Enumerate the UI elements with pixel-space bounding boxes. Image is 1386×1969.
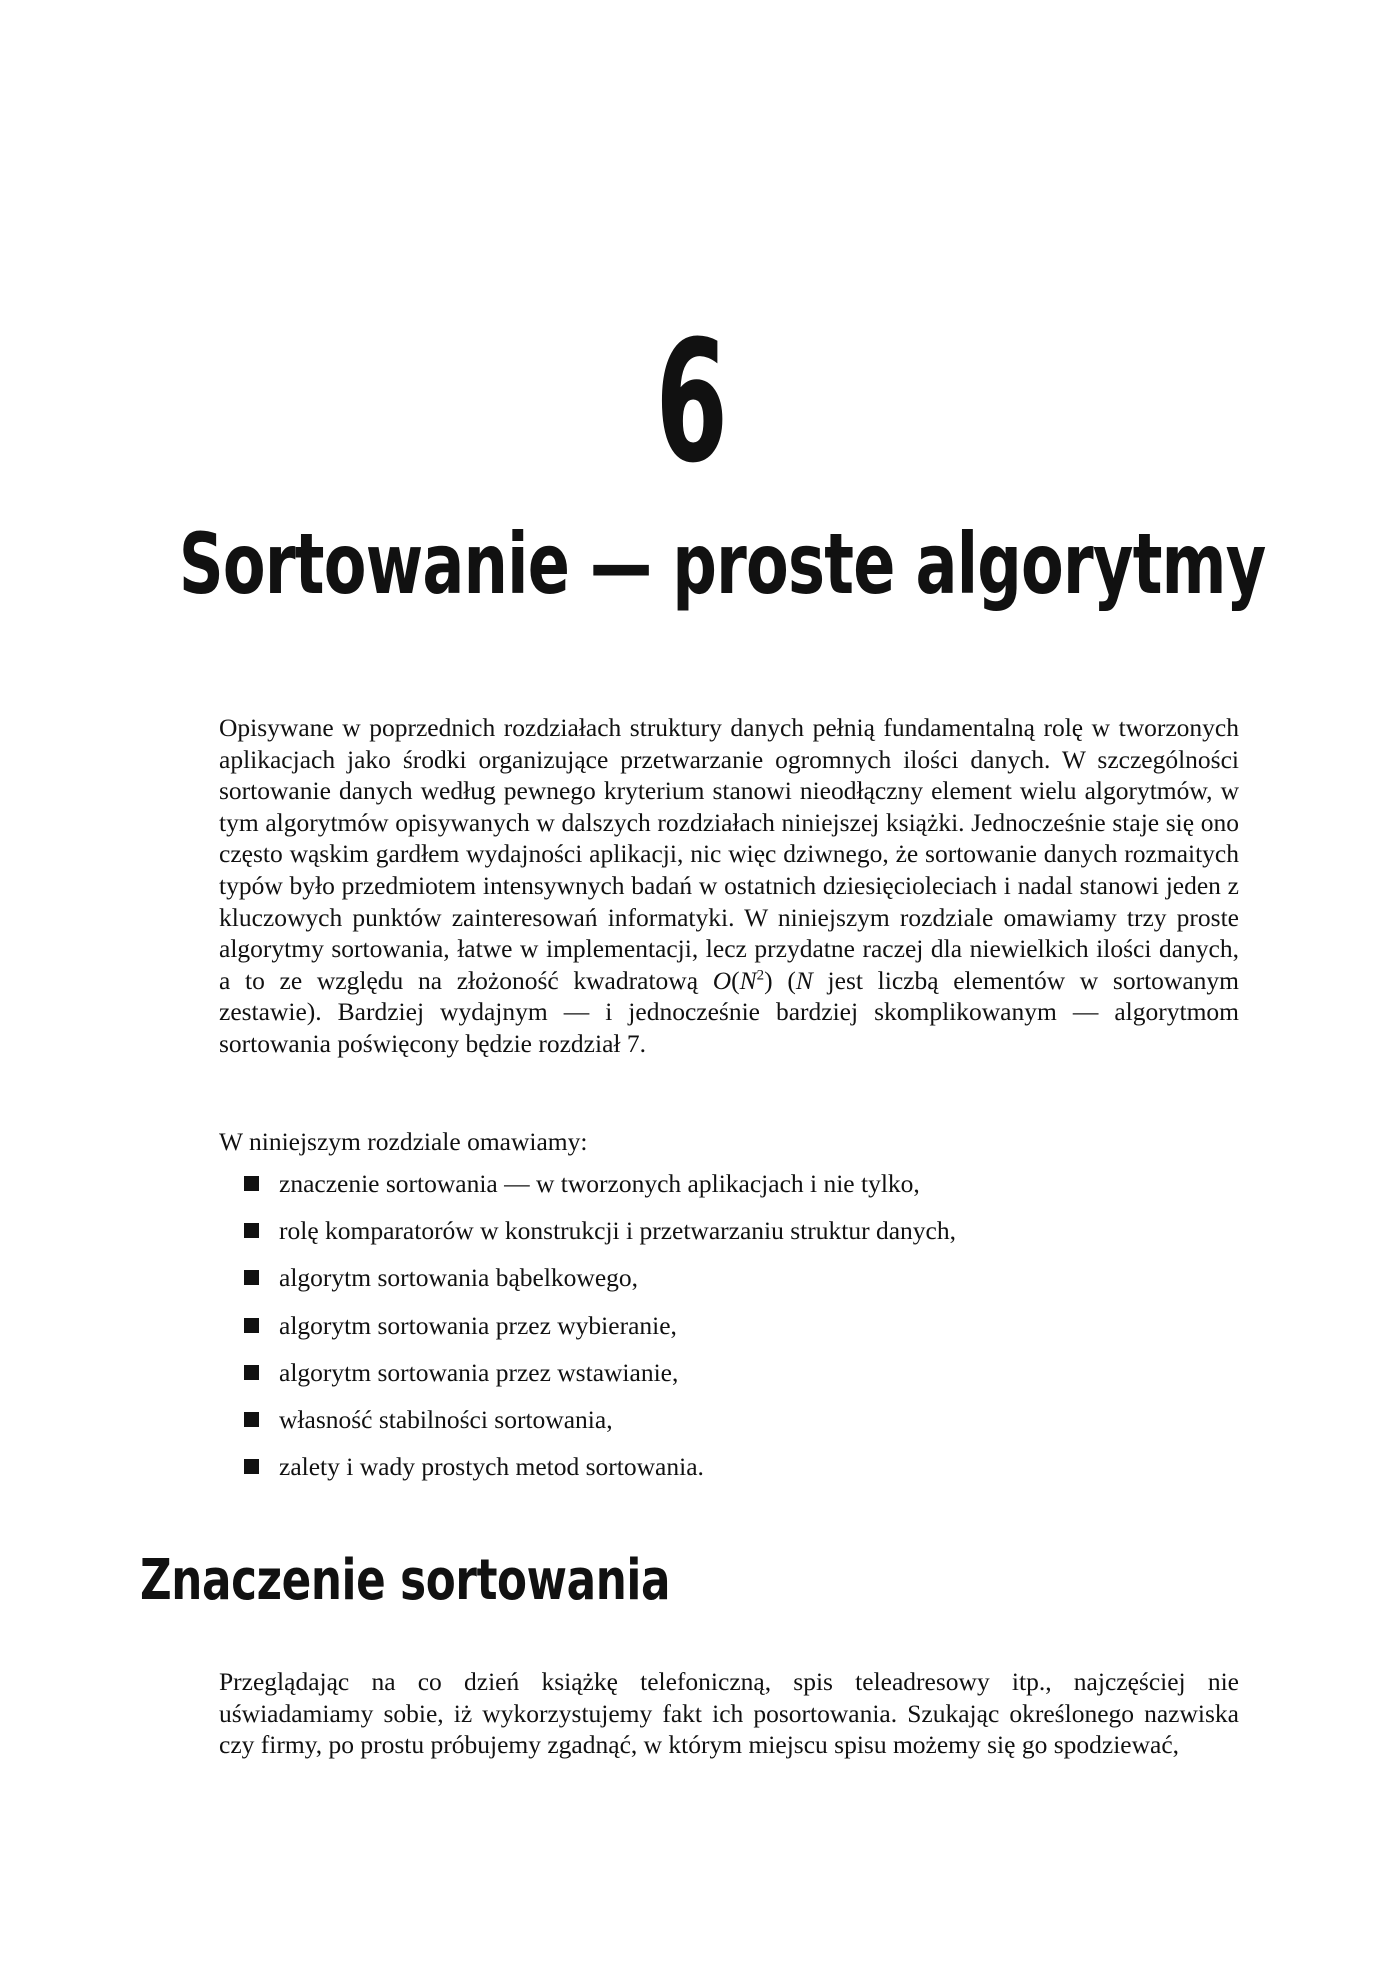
list-item [244, 1451, 956, 1498]
section-heading: Znaczenie sortowania [140, 1548, 671, 1613]
formula-close-paren: ) ( [764, 965, 796, 995]
list-item [244, 1357, 956, 1404]
list-item-text: zalety i wady prostych metod sortowania. [279, 1452, 704, 1482]
list-item-text: algorytm sortowania przez wstawianie, [279, 1357, 679, 1387]
section-paragraph: Przeglądając na co dzień książkę telefoniczną, spis teleadresowy itp., najczęściej nie uświadamiamy sobie, iż wykorzystujemy fakt ich posortowania. Szukając określonego nazwiska czy firmy, po prostu próbujemy zgadnąć, w którym miejscu spisu możemy się go spodziewać, [219, 1667, 1239, 1760]
square-bullet-icon [244, 1459, 259, 1474]
topics-lead: W niniejszym rozdziale omawiamy: [219, 1127, 588, 1156]
square-bullet-icon [244, 1412, 259, 1427]
list-item-text: znaczenie sortowania — w tworzonych aplikacjach i nie tylko, [279, 1169, 920, 1198]
square-bullet-icon [244, 1318, 259, 1333]
list-item [244, 1168, 956, 1215]
square-bullet-icon [244, 1176, 259, 1191]
square-bullet-icon [244, 1270, 259, 1285]
list-item [244, 1404, 956, 1451]
intro-paragraph [219, 712, 1239, 1060]
list-item-text: algorytm sortowania przez wybieranie, [279, 1310, 677, 1340]
formula-exponent: 2 [756, 967, 765, 984]
topics-list [244, 1168, 956, 1498]
list-item-text: własność stabilności sortowania, [279, 1404, 613, 1434]
intro-text-start: Opisywane w poprzednich rozdziałach struktury danych pełnią fundamentalną rolę w tworzonych aplikacjach jako środki organizujące przetwarzanie ogromnych ilości danych. W szczególności sortowanie danych według pewnego kryterium stanowi nieodłączny element wielu algorytmów, w tym algorytmów opisywanych w dalszych rozdziałach niniejszej książki. Jednocześnie staje się ono często wąskim gardłem wydajności aplikacji, nic więc dziwnego, że sortowanie danych rozmaitych typów było przedmiotem intensywnych badań w ostatnich dziesięcioleciach i nadal stanowi jeden z kluczowych punktów zainteresowań informatyki. W niniejszym rozdziale omawiamy trzy proste algorytmy sortowania, łatwe w implementacji, lecz przydatne raczej dla niewielkich ilości danych, a to ze względu na złożoność kwadratową [219, 713, 1239, 995]
list-item [244, 1310, 956, 1357]
formula-big-o: O [712, 965, 732, 995]
list-item [244, 1215, 956, 1262]
intro-text-end: jest liczbą elementów w sortowanym zestawie). Bardziej wydajnym — i jednocześnie bardziej skomplikowanym — algorytmom sortowania poświęcony będzie rozdział 7. [219, 965, 1239, 1058]
list-item [244, 1262, 956, 1309]
formula-variable-n-definition: N [795, 965, 813, 995]
formula-variable-n: N [739, 965, 757, 995]
formula-open-paren: ( [731, 965, 740, 995]
chapter-number: 6 [655, 304, 727, 500]
chapter-title: Sortowanie — proste algorytmy [178, 515, 1266, 613]
list-item-text: rolę komparatorów w konstrukcji i przetwarzaniu struktur danych, [279, 1216, 956, 1246]
list-item-text: algorytm sortowania bąbelkowego, [279, 1263, 639, 1293]
square-bullet-icon [244, 1223, 259, 1238]
square-bullet-icon [244, 1365, 259, 1380]
